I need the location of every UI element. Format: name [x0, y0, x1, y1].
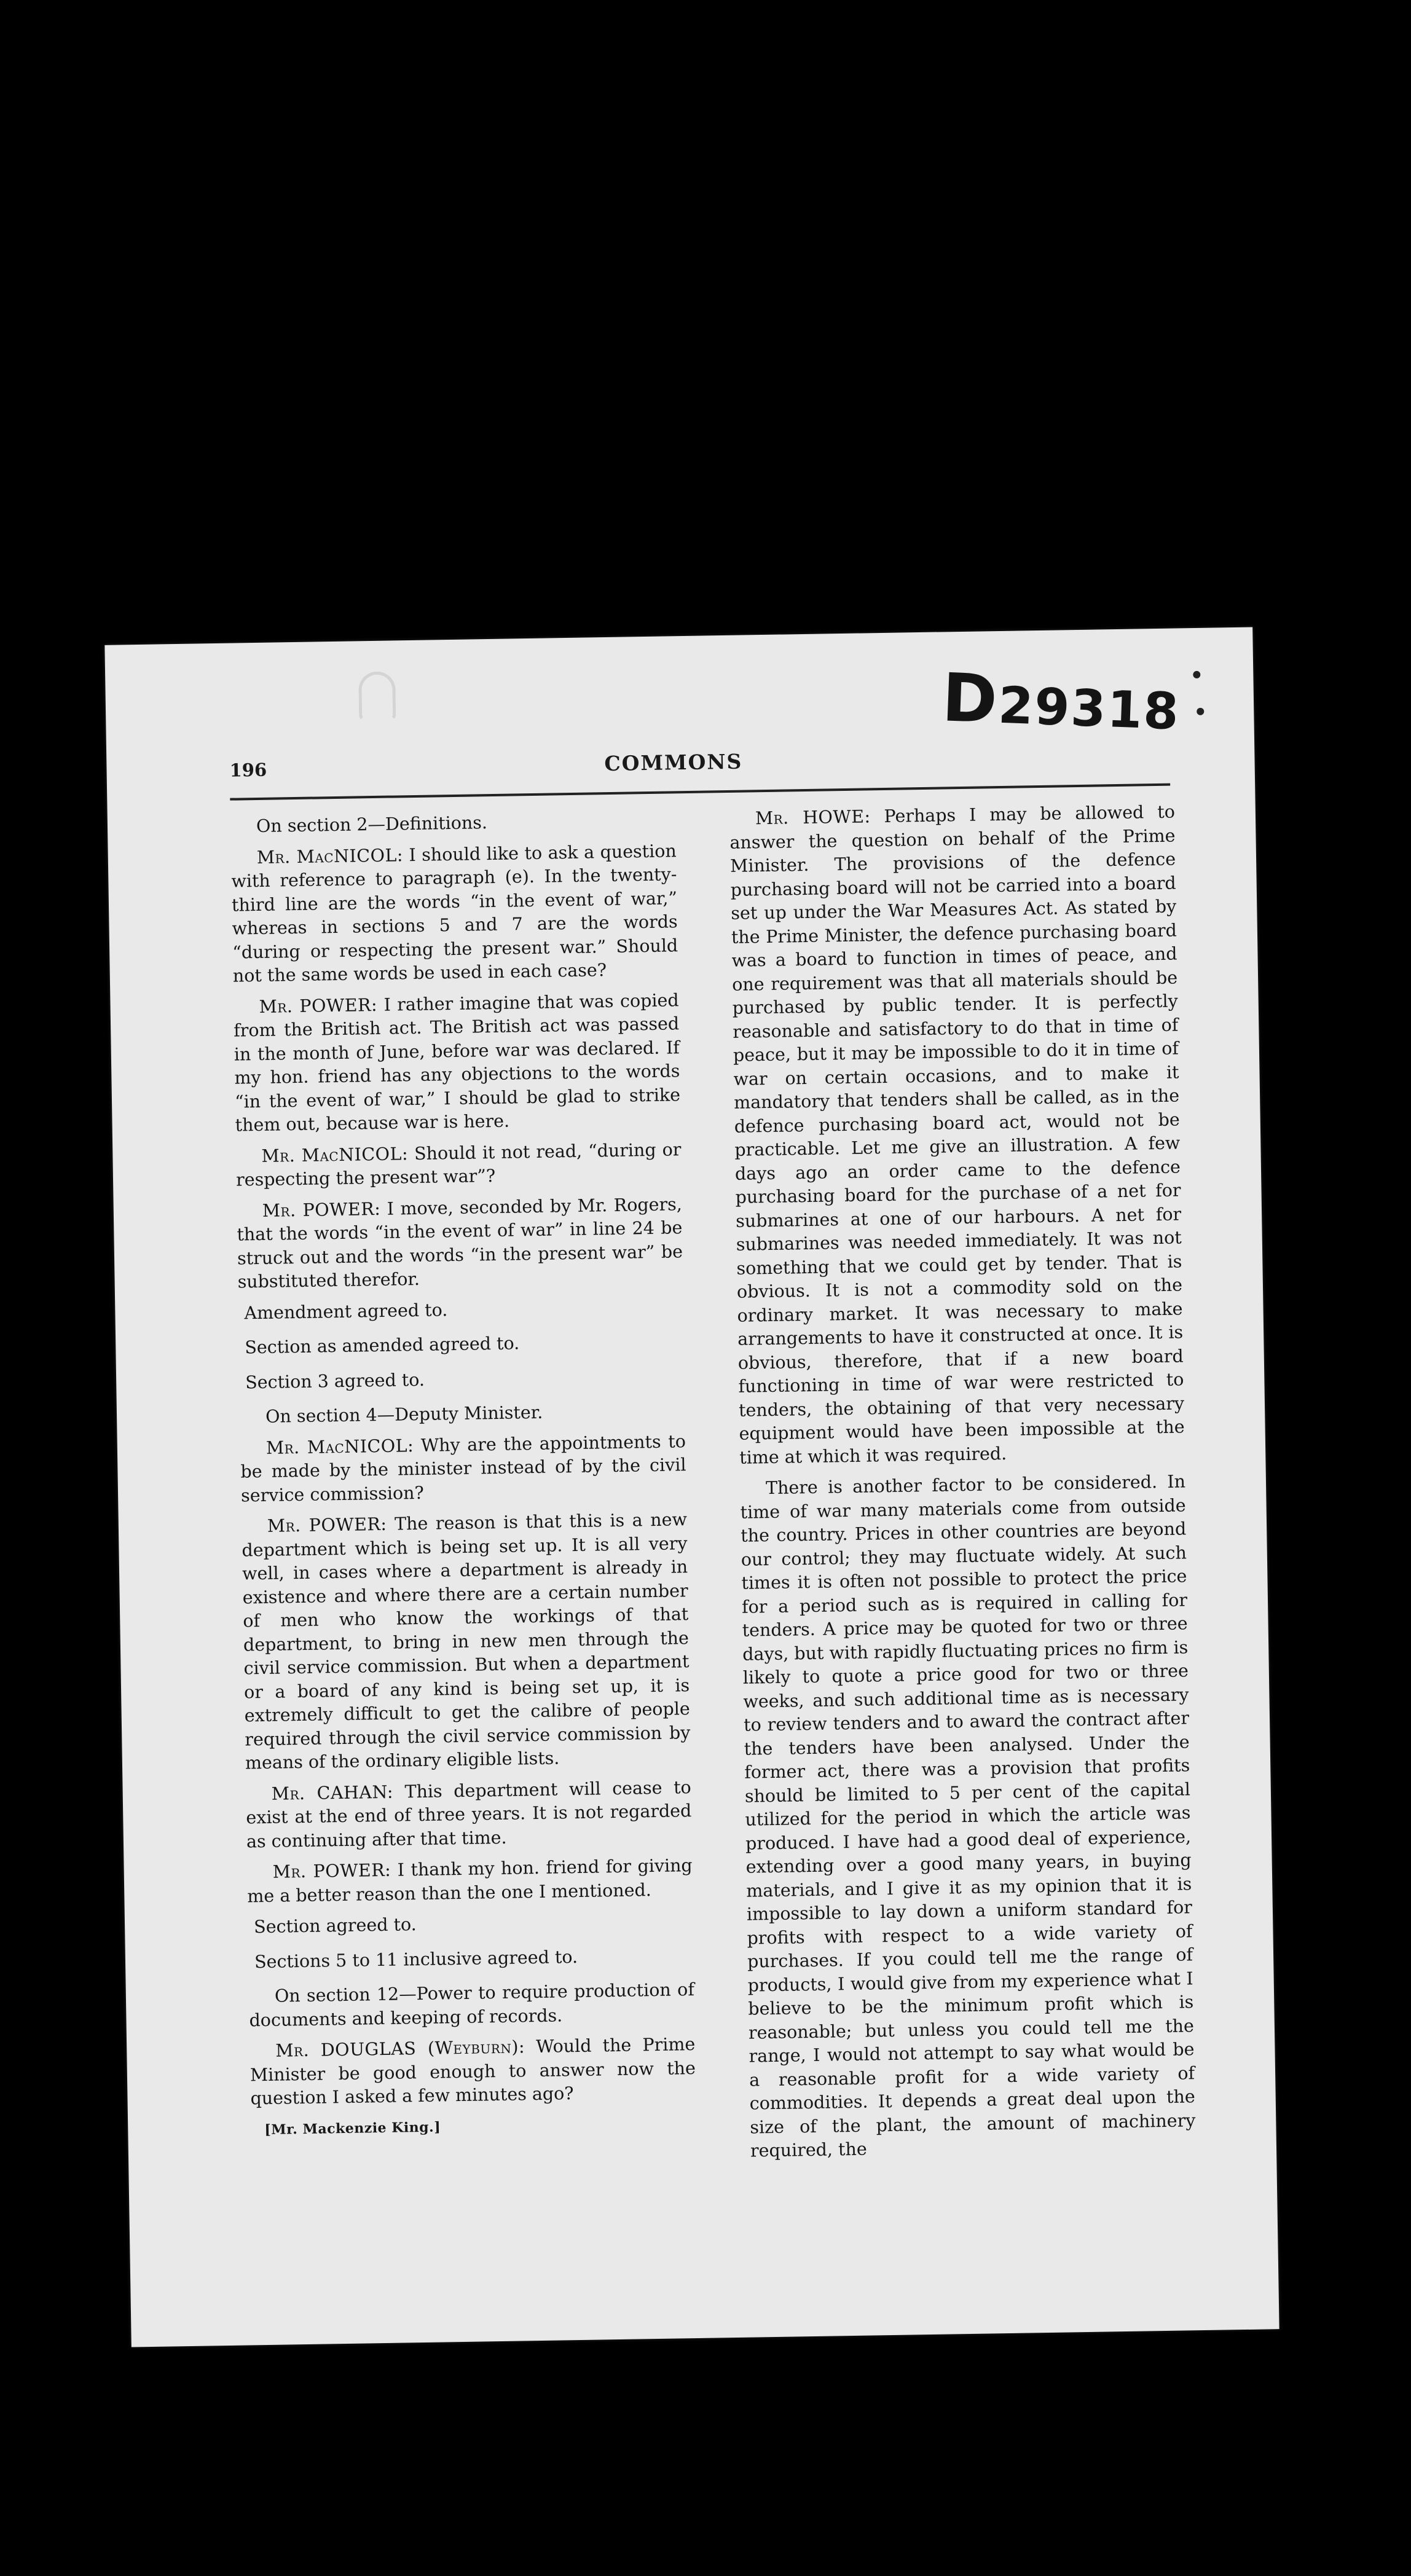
speaker: Mr. DOUGLAS (Weyburn):	[275, 2036, 525, 2061]
document-id-digits: 29318	[997, 676, 1181, 742]
speech-paragraph: Mr. CAHAN: This department will cease to exist at the end of three years. It is not regarded as continuing after that time.	[246, 1777, 692, 1852]
speaker: Mr. MacNICOL:	[256, 844, 404, 868]
speaker: Mr. POWER:	[267, 1514, 387, 1536]
motion-result: Section 3 agreed to.	[245, 1369, 425, 1392]
speaker: Mr. CAHAN:	[271, 1781, 394, 1804]
document-id-letter: D	[940, 659, 1000, 739]
right-column	[729, 801, 1197, 2171]
motion-result: Sections 5 to 11 inclusive agreed to.	[254, 1946, 578, 1972]
section-heading: On section 12—Power to require production of documents and keeping of records.	[249, 1979, 695, 2030]
speaker-footnote: [Mr. Mackenzie King.]	[264, 2119, 441, 2138]
speech-paragraph: Mr. POWER: I move, seconded by Mr. Rogers, that the words “in the event of war” in line 24 be struck out and the words “in the present war” be substituted therefor.	[237, 1193, 683, 1292]
scanned-page	[104, 627, 1279, 2347]
speech-paragraph: Mr. MacNICOL: Why are the appointments to be made by the minister instead of by the civil service commission?	[240, 1431, 686, 1506]
speaker: Mr. POWER:	[262, 1198, 381, 1221]
document-id-stamp	[941, 659, 1181, 745]
page-number: 196	[229, 759, 267, 781]
speech-paragraph: Mr. MacNICOL: I should like to ask a question with reference to paragraph (e). In the twenty-third line are the words “in the event of war,” whereas in sections 5 and 7 are the words “during or respecting the present war.” Should not the same words be used in each case?	[231, 840, 678, 986]
motion-result: Amendment agreed to.	[244, 1299, 448, 1323]
header-rule	[230, 783, 1170, 801]
speech-paragraph: Mr. DOUGLAS (Weyburn): Would the Prime Minister be good enough to answer now the question I asked a few minutes ago?	[250, 2034, 696, 2109]
speech-paragraph: Mr. HOWE: Perhaps I may be allowed to answer the question on behalf of the Prime Minister. The provisions of the defence purchasing board will not be carried into a board set up under the War Measures Act. As stated by the Prime Minister, the defence purchasing board was a board to function in times of peace, and one requirement was that all materials should be purchased by public tender. It is perfectly reasonable and satisfactory to do that in time of peace, but it may be impossible to do it in time of war on certain occasions, and to make it mandatory that tenders shall be called, as in the defence purchasing board act, would not be practicable. Let me give an illustration. A few days ago an order came to the defence purchasing board for the purchase of a net for submarines at one of our harbours. A net for submarines was needed immediately. It was not something that we could get by tender. That is obvious. It is not a commodity sold on the ordinary market. It was necessary to make arrangements to have it constructed at once. It is obvious, therefore, that if a new board functioning in time of war were restricted to tenders, the obtaining of that very necessary equipment would have been impossible at the time at which it was required.	[729, 801, 1185, 1468]
motion-result: Section agreed to.	[253, 1914, 417, 1938]
section-heading: On section 4—Deputy Minister.	[265, 1402, 543, 1427]
speaker: Mr. POWER:	[272, 1859, 391, 1882]
speech-paragraph: There is another factor to be considered. In time of war many materials come from outside the country. Prices in other countries are beyond our control; they may fluctuate widely. At such times it is often not possible to protect the price for a period such as is required in calling for tenders. A price may be quoted for two or three days, but with rapidly fluctuating prices no firm is likely to quote a price good for two or three weeks, and such additional time as is necessary to review tenders and to award the contract after the tenders have been analysed. Under the former act, there was a provision that profits should be limited to 5 per cent of the capital utilized for the period in which the article was produced. I have had a good deal of experience, extending over a good many years, in buying materials, and I give it as my opinion that it is impossible to lay down a uniform standard for profits with respect to a wide variety of purchases. If you could tell me the range of products, I would give from my experience what I believe to be the minimum profit which is reasonable; but unless you could tell me the range, I would not attempt to say what would be a reasonable profit for a wide variety of commodities. It depends a great deal upon the size of the plant, the amount of machinery required, the	[740, 1471, 1196, 2161]
section-heading: On section 2—Definitions.	[256, 812, 488, 837]
motion-result: Section as amended agreed to.	[245, 1333, 520, 1358]
speech-paragraph: Mr. POWER: I thank my hon. friend for giving me a better reason than the one I mentioned.	[247, 1855, 693, 1906]
margin-mark	[1193, 671, 1200, 678]
speech-paragraph: Mr. POWER: I rather imagine that was copied from the British act. The British act was passed in the month of June, before war was declared. If my hon. friend has any objections to the words “in the event of war,” I should be glad to strike them out, because war is here.	[233, 989, 681, 1136]
speech-paragraph: Mr. MacNICOL: Should it not read, “during or respecting the present war”?	[235, 1139, 682, 1190]
speaker: Mr. HOWE:	[755, 806, 871, 829]
faint-stamp-mark	[358, 671, 396, 721]
speaker: Mr. POWER:	[259, 994, 378, 1017]
margin-mark	[1197, 708, 1204, 715]
speech-paragraph: Mr. POWER: The reason is that this is a new department which is being set up. It is all very well, in cases where a department is already in existence and where there are a certain number of men who know the workings of that department, to bring in new men through the civil service commission. But when a department or a board of any kind is being set up, it is extremely difficult to get the calibre of people required through the civil service commission by means of the ordinary eligible lists.	[242, 1509, 691, 1773]
running-head: COMMONS	[604, 749, 743, 776]
speaker: Mr. MacNICOL:	[261, 1143, 409, 1166]
speaker: Mr. MacNICOL:	[265, 1435, 414, 1458]
left-column	[230, 808, 697, 2142]
